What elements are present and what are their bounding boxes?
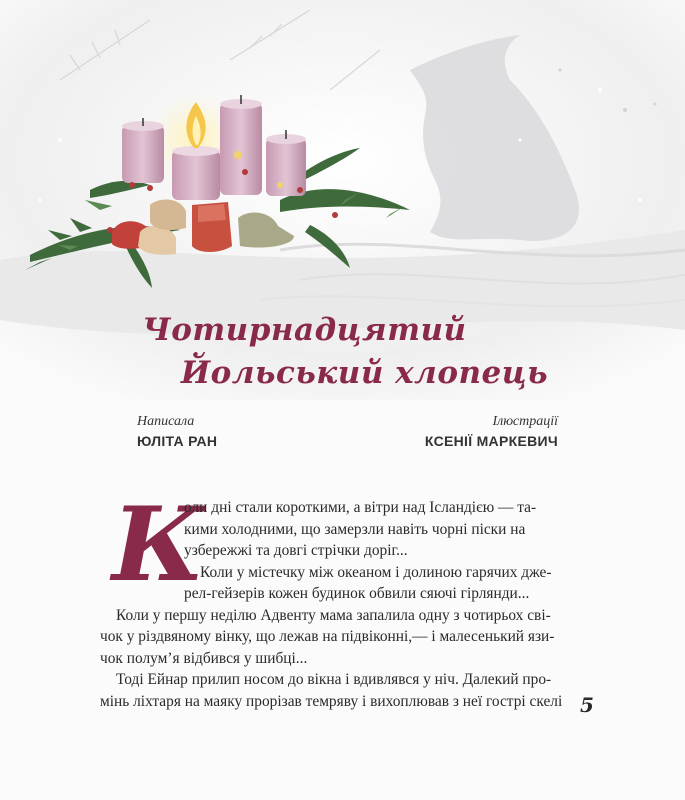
- body-line: Коли у містечку між океаном і долиною гарячих дже-: [200, 563, 552, 581]
- illustrator-role: Ілюстрації: [492, 414, 558, 429]
- body-line: рел-гейзерів кожен будинок обвили сяючі гірлянди...: [184, 585, 530, 602]
- story-title-line-2: Йольський хлопець: [180, 355, 549, 391]
- body-line: узбережжі та довгі стрічки доріг...: [184, 542, 408, 559]
- body-line: Тоді Ейнар прилип носом до вікна і вдивлявся у ніч. Далекий про-: [116, 671, 552, 688]
- body-line: оли дні стали короткими, а вітри над Ісландією — та-: [184, 499, 537, 516]
- story-title-line-1: Чотирнадцятий: [142, 312, 467, 348]
- author-role: Написала: [137, 414, 195, 429]
- body-line: Коли у першу неділю Адвенту мама запалила одну з чотирьох сві-: [116, 606, 551, 624]
- body-line: кими холодними, що замерзли навіть чорні піски на: [184, 520, 526, 538]
- page-number: 5: [580, 693, 594, 717]
- story-body: [100, 497, 563, 712]
- illustrator-name: КСЕНІЇ МАРКЕВИЧ: [424, 433, 558, 449]
- author-name: ЮЛІТА РАН: [137, 433, 218, 449]
- drop-cap: К: [112, 485, 205, 605]
- body-line: чок полум’я відбився у шибці...: [100, 649, 308, 667]
- body-line: чок у різдвяному вінку, що лежав на підвіконні,— і малесенький язи-: [100, 628, 555, 645]
- illustrator-credit: [425, 413, 558, 451]
- author-credit: [137, 413, 217, 451]
- body-line: мінь ліхтаря на маяку прорізав темряву і вихоплював з неї гострі скелі: [100, 692, 563, 710]
